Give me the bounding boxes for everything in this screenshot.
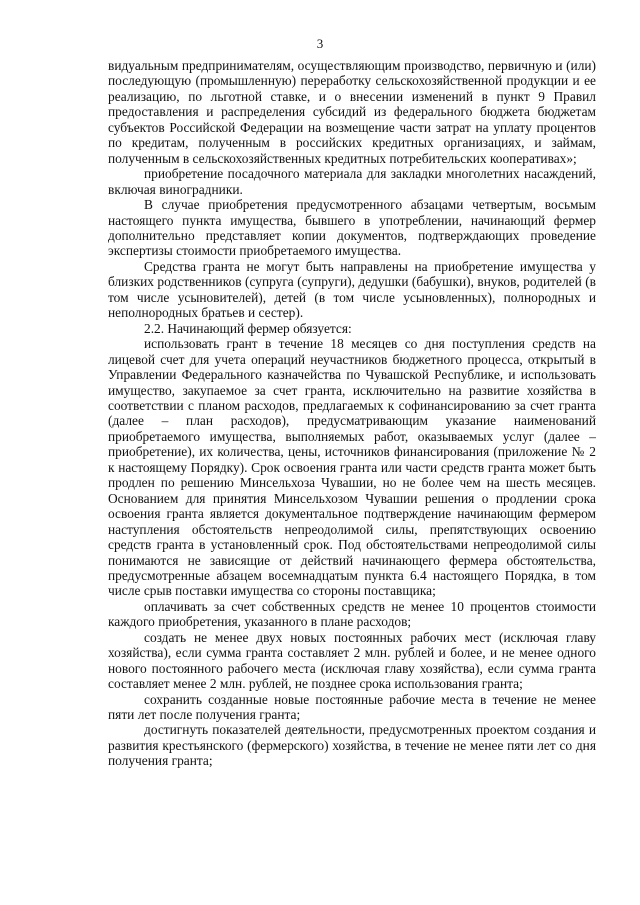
paragraph-section-2-2: 2.2. Начинающий фермер обязуется: [144,320,352,336]
page-number: 3 [316,36,324,51]
paragraph-performance-indicators: достигнуть показателей деятельности, предусмотренных проектом создания и развития крестьянского (фермерского) хозяйства, в течение не менее пяти лет со дня получения гранта; [108,722,596,769]
paragraph-keep-jobs: сохранить созданные новые постоянные рабочие места в течение не менее пяти лет после получения гранта; [108,691,596,723]
document-body [108,58,596,769]
paragraph-relatives-restriction: Средства гранта не могут быть направлены на приобретение имущества у близких родственников (супруга (супруги), дедушки (бабушки), внуков, родителей (в том числе усыновителей), детей (в том числе усыновленных), полнородных и неполнородных братьев и сестер). [108,258,596,321]
paragraph-grant-usage: использовать грант в течение 18 месяцев со дня поступления средств на лицевой счет для учета операций неучастников бюджетного процесса, открытый в Управлении Федерального казначейства по Чувашской Республике, и использовать имущество, закупаемое за счет гранта, исключительно на развитие хозяйства в соответствии с планом расходов, предлагаемых к софинансированию за счет гранта (далее – план расходов), предусматривающим указание наименований приобретаемого имущества, выполняемых работ, оказываемых услуг (далее – приобретение), их количества, цены, источников финансирования (приложение № 2 к настоящему Порядку). Срок освоения гранта или части средств гранта может быть продлен по решению Минсельхоза Чувашии, но не более чем на шесть месяцев. Основанием для принятия Минсельхозом Чувашии решения о продлении срока освоения гранта является документальное подтверждение начинающим фермером наступления обстоятельств непреодолимой силы, препятствующих освоению средств гранта в установленный срок. Под обстоятельствами непреодолимой силы понимаются не зависящие от действий начинающего фермера обстоятельства, предусмотренные абзацем восемнадцатым пункта 6.4 настоящего Порядка, в том числе срыв поставки имущества со стороны поставщика; [108,336,596,599]
paragraph-continuation: видуальным предпринимателям, осуществляющим производство, первичную и (или) последующую (промышленную) переработку сельскохозяйственной продукции и ее реализацию, по льготной ставке, и о внесении изменений в пункт 9 Правил предоставления и распределения субсидий из федерального бюджета бюджетам субъектов Российской Федерации на возмещение части затрат на уплату процентов по кредитам, полученным в российских кредитных организациях, и займам, полученным в сельскохозяйственных кредитных потребительских кооперативах»; [108,58,596,166]
paragraph-create-jobs: создать не менее двух новых постоянных рабочих мест (исключая главу хозяйства), если сумма гранта составляет 2 млн. рублей и более, и не менее одного нового постоянного рабочего места (исключая главу хозяйства), если сумма гранта составляет менее 2 млн. рублей, не позднее срока использования гранта; [108,629,596,692]
paragraph-used-property: В случае приобретения предусмотренного абзацами четвертым, восьмым настоящего пункта имущества, бывшего в употреблении, начинающий фермер дополнительно представляет копии документов, подтверждающих проведение экспертизы стоимости приобретаемого имущества. [108,197,596,259]
paragraph-own-funds: оплачивать за счет собственных средств не менее 10 процентов стоимости каждого приобретения, указанного в плане расходов; [108,598,596,630]
paragraph-planting-material: приобретение посадочного материала для закладки многолетних насаждений, включая виноградники. [108,166,596,197]
